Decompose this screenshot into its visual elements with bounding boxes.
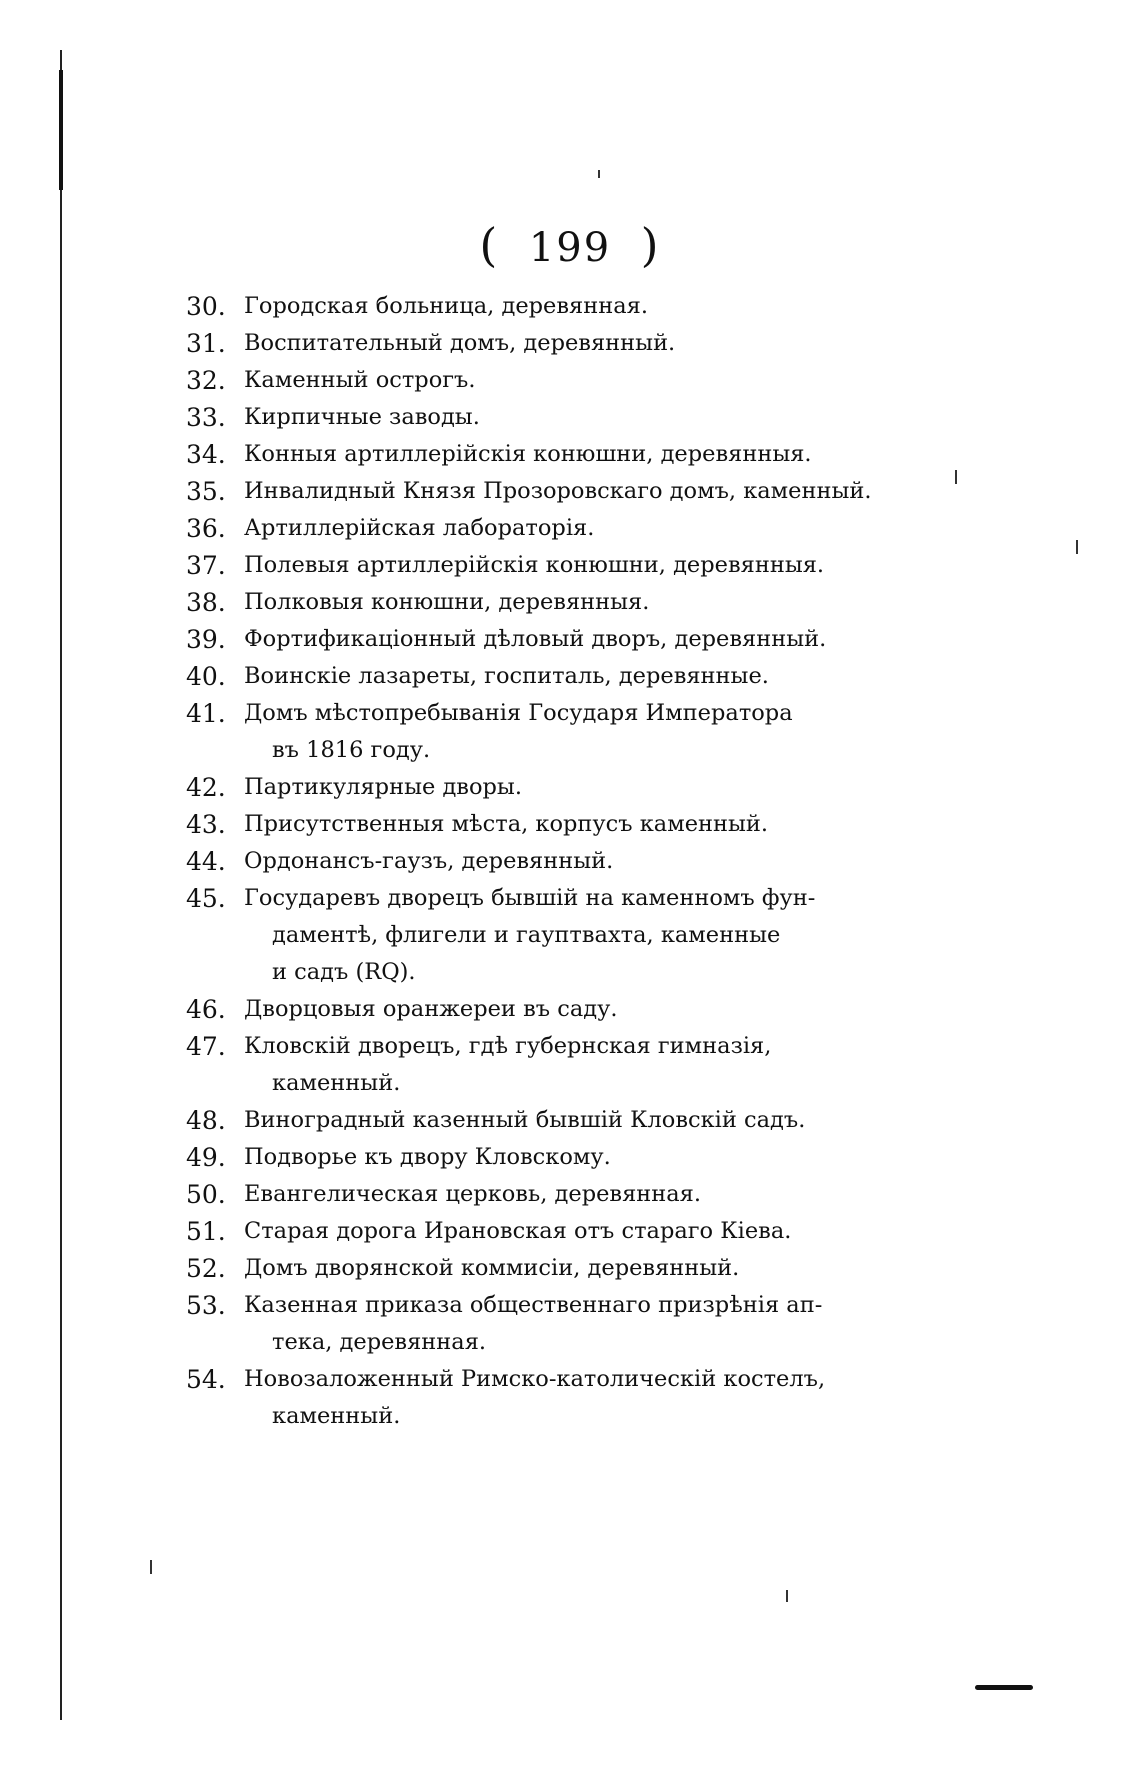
legend-entry <box>186 1213 926 1250</box>
entry-text <box>244 806 926 843</box>
entry-line: Воинскіе лазареты, госпиталь, деревянные. <box>244 663 769 689</box>
legend-entry <box>186 436 926 473</box>
entry-line: Присутственныя мѣста, корпусъ каменный. <box>244 811 769 837</box>
entry-text <box>244 843 926 880</box>
entry-text <box>244 621 926 658</box>
entry-line: Казенная приказа общественнаго призрѣнія ап- <box>244 1292 823 1318</box>
entry-text <box>244 1361 926 1435</box>
legend-entry <box>186 695 926 769</box>
entry-text <box>244 695 926 769</box>
legend-entry <box>186 843 926 880</box>
entry-text <box>244 658 926 695</box>
entry-line: Конныя артиллерійскія конюшни, деревянныя. <box>244 441 812 467</box>
entry-line: Виноградный казенный бывшій Кловскій садъ. <box>244 1107 806 1133</box>
entry-text <box>244 399 926 436</box>
entry-text <box>244 880 926 991</box>
page-edge-mark <box>59 70 63 190</box>
entry-line: Старая дорога Ирановская отъ стараго Кіева. <box>244 1218 792 1244</box>
entry-line: Государевъ дворецъ бывшій на каменномъ фун- <box>244 885 816 911</box>
entry-number: 51. <box>186 1217 226 1246</box>
print-speck <box>1076 540 1078 554</box>
entry-number: 47. <box>186 1032 226 1061</box>
legend-list <box>186 288 926 1435</box>
entry-text <box>244 547 926 584</box>
print-speck <box>598 170 600 178</box>
legend-entry <box>186 806 926 843</box>
entry-continuation-line: даментѣ, флигели и гауптвахта, каменные <box>272 922 781 948</box>
entry-continuation-line: въ 1816 году. <box>272 737 431 763</box>
entry-number: 49. <box>186 1143 226 1172</box>
entry-line: Полевыя артиллерійскія конюшни, деревянныя. <box>244 552 825 578</box>
entry-text <box>244 473 926 510</box>
page-number-value: 199 <box>528 225 612 271</box>
entry-text <box>244 1287 926 1361</box>
entry-number: 35. <box>186 477 226 506</box>
entry-line: Домъ дворянской коммисіи, деревянный. <box>244 1255 740 1281</box>
print-speck <box>150 1560 152 1574</box>
entry-text <box>244 1028 926 1102</box>
entry-line: Домъ мѣстопребыванія Государя Императора <box>244 700 793 726</box>
entry-line: Городская больница, деревянная. <box>244 293 648 319</box>
entry-text <box>244 584 926 621</box>
entry-line: Кирпичные заводы. <box>244 404 480 430</box>
print-speck <box>786 1590 788 1602</box>
entry-number: 38. <box>186 588 226 617</box>
legend-entry <box>186 880 926 991</box>
entry-number: 34. <box>186 440 226 469</box>
legend-entry <box>186 621 926 658</box>
entry-text <box>244 362 926 399</box>
legend-entry <box>186 1176 926 1213</box>
entry-number: 42. <box>186 773 226 802</box>
entry-number: 37. <box>186 551 226 580</box>
entry-line: Партикулярные дворы. <box>244 774 522 800</box>
entry-line: Артиллерійская лабораторія. <box>244 515 595 541</box>
legend-entry <box>186 1139 926 1176</box>
legend-entry <box>186 325 926 362</box>
legend-entry <box>186 1361 926 1435</box>
entry-text <box>244 325 926 362</box>
entry-number: 43. <box>186 810 226 839</box>
entry-line: Фортификаціонный дѣловый дворъ, деревянный. <box>244 626 827 652</box>
entry-line: Каменный острогъ. <box>244 367 476 393</box>
legend-entry <box>186 288 926 325</box>
page-edge-rule <box>60 50 62 1720</box>
entry-number: 32. <box>186 366 226 395</box>
entry-number: 53. <box>186 1291 226 1320</box>
legend-entry <box>186 362 926 399</box>
entry-number: 40. <box>186 662 226 691</box>
entry-continuation-line: каменный. <box>272 1403 401 1429</box>
entry-text <box>244 510 926 547</box>
legend-entry <box>186 510 926 547</box>
entry-line: Кловскій дворецъ, гдѣ губернская гимназія, <box>244 1033 772 1059</box>
entry-number: 50. <box>186 1180 226 1209</box>
entry-number: 52. <box>186 1254 226 1283</box>
print-speck <box>955 470 957 484</box>
entry-line: Полковыя конюшни, деревянныя. <box>244 589 650 615</box>
entry-text <box>244 1139 926 1176</box>
entry-text <box>244 1176 926 1213</box>
legend-entry <box>186 1287 926 1361</box>
entry-text <box>244 769 926 806</box>
entry-continuation-line: каменный. <box>272 1070 401 1096</box>
legend-entry <box>186 658 926 695</box>
entry-number: 46. <box>186 995 226 1024</box>
entry-text <box>244 1102 926 1139</box>
legend-entry <box>186 1102 926 1139</box>
entry-text <box>244 436 926 473</box>
entry-number: 44. <box>186 847 226 876</box>
entry-line: Инвалидный Князя Прозоровскаго домъ, каменный. <box>244 478 872 504</box>
entry-line: Ордонансъ-гаузъ, деревянный. <box>244 848 614 874</box>
legend-entry <box>186 1028 926 1102</box>
page-number: ( 199 ) <box>479 218 661 272</box>
legend-entry <box>186 1250 926 1287</box>
entry-number: 33. <box>186 403 226 432</box>
legend-entry <box>186 547 926 584</box>
legend-entry <box>186 991 926 1028</box>
entry-line: Евангелическая церковь, деревянная. <box>244 1181 702 1207</box>
entry-number: 54. <box>186 1365 226 1394</box>
entry-line: Дворцовыя оранжереи въ саду. <box>244 996 618 1022</box>
end-dash <box>975 1685 1033 1690</box>
entry-number: 39. <box>186 625 226 654</box>
entry-number: 45. <box>186 884 226 913</box>
entry-continuation-line: и садъ (RQ). <box>272 959 416 985</box>
entry-number: 48. <box>186 1106 226 1135</box>
entry-text <box>244 288 926 325</box>
legend-entry <box>186 584 926 621</box>
entry-number: 30. <box>186 292 226 321</box>
entry-line: Подворье къ двору Кловскому. <box>244 1144 611 1170</box>
entry-number: 36. <box>186 514 226 543</box>
entry-text <box>244 1250 926 1287</box>
entry-number: 41. <box>186 699 226 728</box>
entry-text <box>244 1213 926 1250</box>
entry-continuation-line: тека, деревянная. <box>272 1329 487 1355</box>
entry-number: 31. <box>186 329 226 358</box>
legend-entry <box>186 473 926 510</box>
legend-entry <box>186 769 926 806</box>
legend-entry <box>186 399 926 436</box>
entry-line: Новозаложенный Римско-католическій костелъ, <box>244 1366 826 1392</box>
entry-line: Воспитательный домъ, деревянный. <box>244 330 676 356</box>
entry-text <box>244 991 926 1028</box>
